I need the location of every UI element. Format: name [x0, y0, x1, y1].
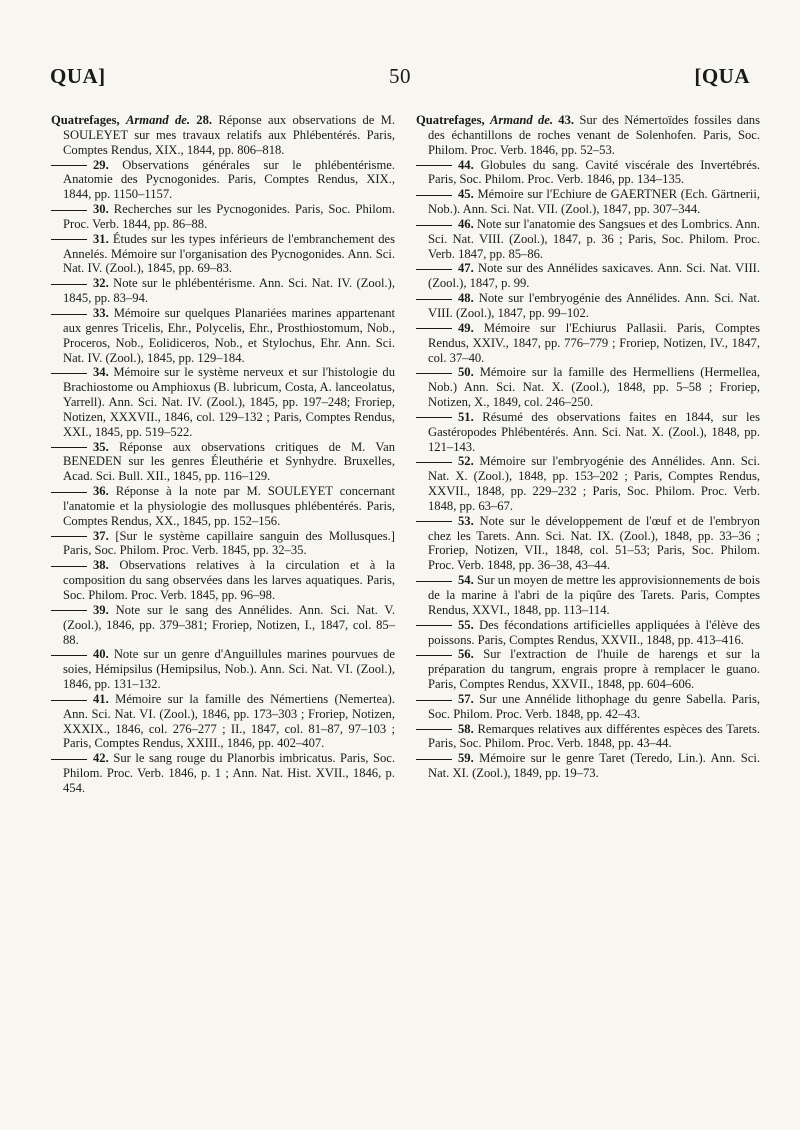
- ditto-rule: [416, 165, 452, 166]
- entry-number: 51.: [458, 409, 474, 424]
- entry-number: 30.: [93, 202, 109, 217]
- bibliography-entry: [51, 484, 395, 529]
- entry-number: 47.: [458, 261, 474, 276]
- page-number: 50: [389, 64, 411, 88]
- ditto-rule: [416, 581, 452, 582]
- bibliography-entry: [416, 618, 760, 648]
- entry-text: Mémoire sur le genre Taret (Teredo, Lin.). Ann. Sci. Nat. XI. (Zool.), 1849, pp. 19–73.: [428, 751, 760, 781]
- entry-number: 31.: [93, 231, 109, 246]
- entry-number: 50.: [458, 365, 474, 380]
- bibliography-entry: [416, 722, 760, 752]
- entry-number: 48.: [458, 291, 474, 306]
- ditto-rule: [51, 759, 87, 760]
- entry-text: Remarques relatives aux différentes espèces des Tarets. Paris, Soc. Philom. Proc. Verb. 1848, pp. 43–44.: [428, 721, 760, 751]
- bibliography-entry: [51, 232, 395, 277]
- entry-author-forename: Armand de.: [125, 113, 190, 127]
- entry-text: Note sur des Annélides saxicaves. Ann. Sci. Nat. VIII. (Zool.), 1847, p. 99.: [428, 261, 760, 291]
- entry-text: Sur un moyen de mettre les approvisionnements de bois de la marine à l'abri de la piqûre des Tarets. Paris, Comptes Rendus, XXVI., 1848, pp. 113–114.: [428, 573, 760, 617]
- entry-number: 39.: [93, 602, 109, 617]
- ditto-rule: [416, 373, 452, 374]
- entry-text: Mémoire sur la famille des Némertiens (Nemertea). Ann. Sci. Nat. VI. (Zool.), 1846, pp. 173–303 ; Froriep, Notizen, XXXIX., 1846, col. 276–277 ; II., 1847, col. 81–87, 97–103 ; Paris, Comptes Rendus, XXIII., 1846, pp. 402–407.: [63, 691, 395, 751]
- ditto-rule: [416, 299, 452, 300]
- entry-number: 46.: [458, 216, 474, 231]
- ditto-rule: [51, 210, 87, 211]
- entry-text: Sur l'extraction de l'huile de harengs et sur la préparation du tangrum, engrais propre à remplacer le guano. Paris, Comptes Rendus, XXVII., 1848, pp. 604–606.: [428, 647, 760, 692]
- ditto-rule: [51, 373, 87, 374]
- entry-text: Réponse à la note par M. SOULEYET concernant l'anatomie et la physiologie des mollusques phlébentérés. Paris, Comptes Rendus, XX., 1845, pp. 152–156.: [63, 484, 395, 528]
- entry-number: 57.: [458, 691, 474, 706]
- bibliography-entry: [51, 306, 395, 365]
- entry-text: Mémoire sur quelques Planariées marines appartenant aux genres Tricelis, Ehr., Polycelis, Ehr., Prosthiostomum, Nob., Proceros, Nob., Eolidiceros, Nob., et Stylochus, Ehr. Ann. Sci. Nat. IV. (Zool.), 1845, pp. 129–184.: [63, 305, 396, 365]
- ditto-rule: [416, 729, 452, 730]
- bibliography-entry: [416, 158, 760, 188]
- entry-number: 29.: [93, 157, 109, 172]
- bibliography-entry: [416, 514, 760, 573]
- entry-number: 58.: [458, 721, 474, 736]
- entry-text: Résumé des observations faites en 1844, sur les Gastéropodes Phlébentérés. Ann. Sci. Nat. X. (Zool.), 1848, pp. 121–143.: [428, 409, 760, 454]
- bibliography-entry: [416, 410, 760, 455]
- bibliography-entry: [51, 558, 395, 603]
- entry-text: Observations relatives à la circulation et à la composition du sang observées dans les larves aquatiques. Paris, Soc. Philom. Proc. Verb. 1845, pp. 96–98.: [63, 558, 395, 602]
- entry-text: Note sur le phlébentérisme. Ann. Sci. Nat. IV. (Zool.), 1845, pp. 83–94.: [63, 276, 395, 306]
- ditto-rule: [51, 239, 87, 240]
- entry-number: 59.: [458, 751, 474, 766]
- entry-number: 28.: [196, 113, 213, 127]
- entry-number: 49.: [458, 320, 474, 335]
- bibliography-entry: [51, 603, 395, 648]
- bibliography-entry: [416, 187, 760, 217]
- entry-text: Observations générales sur le phlébentérisme. Anatomie des Pycnogonides. Paris, Comptes Rendus, XIX., 1844, pp. 1150–1157.: [63, 157, 395, 202]
- bibliography-entry: [416, 573, 760, 618]
- ditto-rule: [416, 700, 452, 701]
- entry-number: 40.: [93, 647, 109, 662]
- entry-text: Mémoire sur la famille des Hermelliens (Hermellea, Nob.) Ann. Sci. Nat. X. (Zool.), 1848, pp. 5–58 ; Froriep, Notizen, X., 1849, col. 246–250.: [428, 365, 760, 410]
- ditto-rule: [51, 447, 87, 448]
- entry-number: 34.: [93, 365, 109, 380]
- entry-text: [Sur le système capillaire sanguin des Mollusques.] Paris, Soc. Philom. Proc. Verb. 1845, pp. 32–35.: [63, 528, 396, 558]
- ditto-rule: [51, 314, 87, 315]
- entry-text: Note sur l'embryogénie des Annélides. Ann. Sci. Nat. VIII. (Zool.), 1847, pp. 99–102.: [428, 291, 760, 320]
- ditto-rule: [416, 759, 452, 760]
- bibliography-entry: [416, 454, 760, 513]
- entry-text: Note sur le sang des Annélides. Ann. Sci. Nat. V. (Zool.), 1846, pp. 379–381; Froriep, Notizen, I., 1847, col. 85–88.: [63, 602, 395, 647]
- bibliography-entry: [416, 365, 760, 410]
- entry-text: Mémoire sur l'embryogénie des Annélides. Ann. Sci. Nat. X. (Zool.), 1848, pp. 153–202 ; Paris, Comptes Rendus, XXVII., 1848, pp. 229–232 ; Paris, Soc. Philom. Proc. Verb. 1848, pp. 63–67.: [428, 454, 760, 513]
- ditto-rule: [416, 462, 452, 463]
- entry-number: 44.: [458, 157, 474, 172]
- bibliography-entry: [51, 365, 395, 439]
- bibliography-entry: [51, 158, 395, 203]
- entry-number: 54.: [458, 573, 474, 588]
- entry-number: 36.: [93, 484, 109, 499]
- ditto-rule: [416, 195, 452, 196]
- bibliography-entry: [416, 751, 760, 781]
- bibliography-entry: [51, 692, 395, 751]
- entry-text: Sur des Némertoïdes fossiles dans des échantillons de roches venant de Solenhofen. Paris, Soc. Philom. Proc. Verb. 1846, pp. 52–53.: [428, 113, 760, 157]
- header-left: QUA]: [50, 64, 106, 88]
- ditto-rule: [416, 328, 452, 329]
- running-header: [50, 64, 750, 90]
- entry-text: Des fécondations artificielles appliquées à l'élève des poissons. Paris, Comptes Rendus, XXVII., 1848, pp. 413–416.: [428, 617, 761, 647]
- entry-text: Mémoire sur l'Echiurus Pallasii. Paris, Comptes Rendus, XXIV., 1847, pp. 776–779 ; Froriep, Notizen, IV., 1847, col. 37–40.: [428, 320, 760, 365]
- bibliography-entry: [416, 217, 760, 262]
- bibliography-entry: [51, 529, 395, 559]
- ditto-rule: [51, 700, 87, 701]
- entry-text: Mémoire sur le système nerveux et sur l'histologie du Brachiostome ou Amphioxus (B. lubricum, Costa, A. lanceolatus, Yarrell). Ann. Sci. Nat. IV. (Zool.), 1845, pp. 197–248; Froriep, Notizen, XXXVII., 1846, col. 129–132 ; Paris, Comptes Rendus, XXI., 1845, pp. 519–522.: [63, 365, 395, 439]
- bibliography-entry: [416, 291, 760, 321]
- entry-number: 42.: [93, 751, 109, 766]
- entry-text: Sur le sang rouge du Planorbis imbricatus. Paris, Soc. Philom. Proc. Verb. 1846, p. 1 ; Ann. Nat. Hist. XVII., 1846, p. 454.: [63, 751, 395, 795]
- entry-number: 45.: [458, 187, 474, 202]
- ditto-rule: [416, 655, 452, 656]
- ditto-rule: [416, 225, 452, 226]
- entry-number: 56.: [458, 647, 474, 662]
- entry-number: 32.: [93, 276, 109, 291]
- ditto-rule: [51, 610, 87, 611]
- entry-number: 33.: [93, 305, 109, 320]
- entry-text: Note sur l'anatomie des Sangsues et des Lombrics. Ann. Sci. Nat. VIII. (Zool.), 1847, p. 36 ; Paris, Soc. Philom. Proc. Verb. 1847, pp. 85–86.: [428, 216, 760, 261]
- bibliography-entry: [416, 647, 760, 692]
- entry-text: Mémoire sur l'Echiure de GAERTNER (Ech. Gärtnerii, Nob.). Ann. Sci. Nat. VII. (Zool.), 1847, pp. 307–344.: [428, 187, 760, 217]
- ditto-rule: [51, 284, 87, 285]
- entry-text: Note sur le développement de l'œuf et de l'embryon chez les Tarets. Ann. Sci. Nat. IX. (Zool.), 1848, pp. 33–36 ; Froriep, Notizen, VII., 1848, col. 51–53; Paris, Soc. Philom. Proc. Verb. 1848, pp. 36–38, 43–44.: [428, 513, 760, 573]
- bibliography-entry: [416, 321, 760, 366]
- bibliography-entry: [416, 692, 760, 722]
- ditto-rule: [51, 165, 87, 166]
- ditto-rule: [51, 655, 87, 656]
- entry-number: 41.: [93, 691, 109, 706]
- entry-text: Réponse aux observations de M. SOULEYET sur mes travaux relatifs aux Phlébentérés. Paris, Comptes Rendus, XIX., 1844, pp. 806–818.: [63, 113, 395, 157]
- entry-number: 55.: [458, 617, 474, 632]
- entry-number: 38.: [93, 558, 109, 573]
- entry-number: 52.: [458, 454, 474, 469]
- bibliography-entry: [51, 113, 395, 158]
- ditto-rule: [416, 269, 452, 270]
- ditto-rule: [51, 536, 87, 537]
- entry-author: Quatrefages,: [416, 113, 485, 127]
- entry-text: Note sur un genre d'Anguillules marines pourvues de soies, Hémipsilus (Hemipsilus, Nob.). Ann. Sci. Nat. VI. (Zool.), 1846, pp. 131–132.: [63, 647, 395, 692]
- entry-text: Recherches sur les Pycnogonides. Paris, Soc. Philom. Proc. Verb. 1844, pp. 86–88.: [63, 202, 395, 231]
- bibliography-entry: [51, 276, 395, 306]
- bibliography-entry: [51, 647, 395, 692]
- left-column: [51, 113, 395, 796]
- entry-author-forename: Armand de.: [489, 113, 553, 127]
- entry-number: 37.: [93, 528, 109, 543]
- entry-text: Réponse aux observations critiques de M. Van BENEDEN sur les genres Éleuthérie et Synhydre. Bruxelles, Acad. Sci. Bull. XII., 1845, pp. 116–129.: [63, 439, 395, 484]
- bibliography-entry: [416, 113, 760, 158]
- bibliography-entry: [416, 261, 760, 291]
- entry-text: Globules du sang. Cavité viscérale des Invertébrés. Paris, Soc. Philom. Proc. Verb. 1846, pp. 134–135.: [428, 157, 760, 187]
- bibliography-entry: [51, 440, 395, 485]
- entry-number: 35.: [93, 439, 109, 454]
- entry-author: Quatrefages,: [51, 113, 120, 127]
- ditto-rule: [51, 492, 87, 493]
- ditto-rule: [416, 521, 452, 522]
- ditto-rule: [416, 417, 452, 418]
- ditto-rule: [416, 625, 452, 626]
- entry-number: 43.: [558, 113, 575, 127]
- bibliography-entry: [51, 202, 395, 232]
- ditto-rule: [51, 566, 87, 567]
- entry-number: 53.: [458, 513, 474, 528]
- entry-text: Études sur les types inférieurs de l'embranchement des Annelés. Mémoire sur l'organisation des Pycnogonides. Ann. Sci. Nat. IV. (Zool.), 1845, pp. 69–83.: [63, 231, 395, 276]
- bibliography-entry: [51, 751, 395, 796]
- header-right: [QUA: [694, 64, 750, 88]
- right-column: [416, 113, 760, 781]
- entry-text: Sur une Annélide lithophage du genre Sabella. Paris, Soc. Philom. Proc. Verb. 1848, pp. 42–43.: [428, 691, 760, 721]
